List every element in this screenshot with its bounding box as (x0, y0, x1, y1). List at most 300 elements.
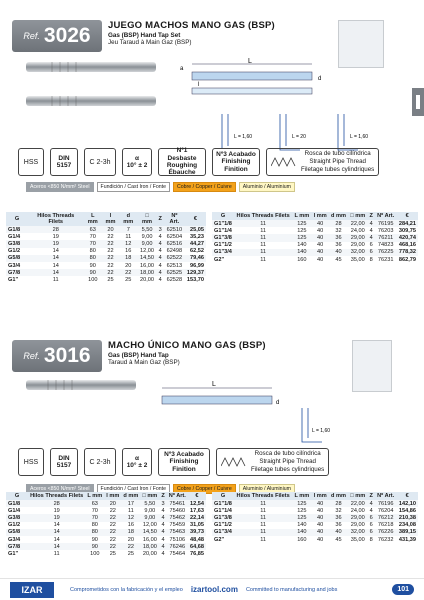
table-cell: 40 (317, 242, 324, 249)
table-cell: 20 (127, 536, 134, 543)
table-cell: 17 (121, 500, 140, 507)
table-cell: 9,00 (144, 507, 156, 514)
table-cell: 6 (367, 514, 375, 521)
column-header: l mm (311, 492, 328, 500)
table-cell: 6 (367, 529, 375, 536)
table-cell: 28 (28, 226, 84, 233)
table-cell: 75460 (169, 507, 186, 514)
ref-badge (12, 20, 102, 52)
product-subtitle-en: Gas (BSP) Hand Tap Set (108, 32, 181, 39)
table-cell: 24,00 (350, 507, 365, 514)
table-cell: 4 (161, 550, 165, 557)
thread-fr: Filetage tubes cylindriques (251, 465, 325, 473)
table-cell: 28 (329, 220, 348, 227)
rake-angle-box: α 10° ± 2 (122, 148, 152, 176)
table-cell: 4 (367, 234, 375, 241)
column-header: G (6, 212, 28, 226)
column-header: L mm (85, 492, 104, 500)
table-cell: 90 (91, 536, 98, 543)
column-header: □ mm (348, 212, 367, 220)
table-cell: 76231 (377, 256, 394, 263)
table-cell: 468,16 (398, 242, 416, 249)
table-row (212, 242, 418, 249)
n3-finishing-box: Nº3 Acabado Finishing Finition (158, 448, 210, 476)
table-cell: 4 (369, 507, 373, 514)
hss-box: HSS (18, 148, 44, 176)
table-cell: 39,73 (188, 529, 206, 536)
table-cell: 4 (161, 536, 165, 543)
table-row (6, 536, 206, 543)
table-row (6, 276, 206, 283)
table-cell: 80 (85, 529, 104, 536)
column-header: L mm (84, 212, 103, 226)
table-3026-left (6, 212, 206, 284)
table-cell: 62513 (166, 262, 183, 269)
thread-profile-icon (271, 152, 297, 172)
ref-number: 3026 (43, 24, 91, 47)
table-cell: 14,50 (138, 255, 157, 262)
table-cell: 14 (53, 536, 60, 543)
table-3016-left (6, 492, 206, 558)
table-cell: 80 (84, 255, 103, 262)
table-cell: 862,79 (398, 256, 416, 263)
table-cell: 4 (367, 500, 375, 507)
table-cell: 36 (329, 234, 348, 241)
table-cell: 9,00 (140, 514, 159, 521)
table-cell: G1" (8, 276, 19, 283)
table-cell: 140 (292, 529, 311, 536)
table-cell: 76196 (375, 500, 396, 507)
table-cell: 14 (28, 543, 85, 550)
table-cell: 140 (292, 249, 311, 256)
table-cell: 76246 (167, 543, 188, 550)
table-cell: 6 (369, 522, 373, 529)
table-cell: 7 (119, 226, 138, 233)
table-cell: 25,05 (185, 226, 206, 233)
table-cell: 8 (369, 536, 373, 543)
section-header-3016 (12, 340, 266, 372)
table-cell: 18,00 (138, 269, 157, 276)
table-cell: 9,00 (138, 240, 157, 247)
table-cell: 3 (156, 226, 163, 233)
table-cell: G2" (214, 256, 225, 263)
table-cell: 28 (28, 500, 85, 507)
table-cell: G1"1/4 (214, 227, 232, 234)
thread-es: Rosca de tubo cilíndrica (304, 150, 371, 158)
table-row (212, 514, 418, 521)
table-cell: 284,21 (396, 220, 418, 227)
table-cell: 12,00 (140, 248, 155, 255)
column-header: Z (159, 492, 166, 500)
table-cell: 35,23 (190, 233, 204, 240)
table-cell: 4 (156, 255, 163, 262)
table-cell: 80 (91, 522, 98, 529)
table-cell: 36 (335, 242, 342, 249)
table-cell: 25 (127, 550, 134, 557)
thread-type-box (266, 148, 379, 176)
table-cell: 22 (109, 522, 116, 529)
table-row (212, 522, 418, 529)
svg-text:L = 1,60: L = 1,60 (312, 428, 331, 434)
material-cast-iron: Fundición / Cast Iron / Fonte (97, 182, 170, 192)
table-cell: 18,00 (140, 543, 159, 550)
table-cell: 20 (102, 226, 119, 233)
table-cell: G1/4 (8, 507, 21, 514)
table-row (6, 514, 206, 521)
table-cell: 40 (311, 249, 328, 256)
table-row (6, 233, 206, 240)
table-cell: 25 (125, 276, 132, 283)
table-cell: 75463 (167, 529, 188, 536)
table-cell: 4 (158, 262, 162, 269)
table-cell: 40 (317, 256, 324, 263)
ref-label: Ref. (23, 31, 40, 41)
table-cell: 125 (292, 234, 311, 241)
table-cell: 14 (52, 262, 59, 269)
n1-roughing-box: Nº1 Desbaste Roughing Ébauche (158, 148, 206, 176)
table-cell: 40 (329, 249, 348, 256)
table-cell: 12,54 (188, 500, 206, 507)
table-3026-right (212, 212, 418, 263)
product-title: MACHO ÚNICO MANO GAS (BSP) (108, 340, 266, 351)
table-cell: 75106 (169, 536, 186, 543)
table-cell: 11 (234, 514, 292, 521)
spec-row-3026 (18, 148, 379, 176)
svg-text:l: l (198, 82, 200, 88)
table-cell: 40 (317, 522, 324, 529)
table-cell: 11 (260, 242, 267, 249)
table-cell: 31,05 (190, 522, 204, 529)
table-cell: 40 (317, 507, 324, 514)
table-cell: 14,50 (140, 529, 159, 536)
table-cell: 4 (159, 543, 166, 550)
table-cell: 431,39 (398, 536, 416, 543)
table-cell: 160 (297, 536, 307, 543)
table-cell: 19 (28, 240, 84, 247)
table-cell: 20 (104, 500, 121, 507)
table-cell: 29,00 (348, 234, 367, 241)
table-cell: 48,48 (190, 536, 204, 543)
table-cell: G3/8 (6, 240, 28, 247)
table-cell: 40 (317, 227, 324, 234)
table-cell: 70 (84, 240, 103, 247)
side-index-tab (412, 88, 424, 116)
table-cell: 28 (329, 500, 348, 507)
table-cell: G1"1/2 (214, 242, 232, 249)
table-cell: 12 (119, 240, 138, 247)
table-cell: 18 (121, 529, 140, 536)
column-header: l mm (102, 212, 119, 226)
table-cell: 40 (311, 529, 328, 536)
table-cell: 22 (104, 543, 121, 550)
table-cell: 76218 (377, 522, 394, 529)
table-cell: G3/4 (8, 262, 21, 269)
table-cell: 4 (159, 514, 166, 521)
table-cell: 75462 (167, 514, 188, 521)
table-cell: 76226 (375, 529, 396, 536)
table-cell: 29,00 (350, 242, 365, 249)
product-subtitle-en: Gas (BSP) Hand Tap (108, 352, 169, 359)
table-cell: 22 (121, 543, 140, 550)
table-cell: G1/8 (6, 500, 28, 507)
table-cell: 125 (292, 220, 311, 227)
table-cell: 22 (107, 233, 114, 240)
table-cell: 11 (260, 507, 267, 514)
table-row (6, 500, 206, 507)
table-cell: 22,00 (348, 500, 367, 507)
tap-set-drawing (12, 58, 412, 154)
column-header: □ mm (348, 492, 367, 500)
table-cell: 35,00 (350, 256, 365, 263)
table-cell: G3/8 (6, 514, 28, 521)
table-cell: 8 (369, 256, 373, 263)
material-steel: Aceros <850 N/mm² Steel (26, 182, 94, 192)
table-cell: 4 (158, 233, 162, 240)
table-row (6, 240, 206, 247)
footer-url[interactable]: izartool.com (190, 585, 238, 594)
table-cell: 22,00 (348, 220, 367, 227)
hss-box: HSS (18, 448, 44, 476)
table-cell: 6 (369, 242, 373, 249)
footer-slogan-en: Committed to manufacturing and jobs (245, 586, 338, 593)
table-cell: 17,63 (190, 507, 204, 514)
section-header-3026 (12, 20, 275, 52)
column-header: Z (367, 492, 375, 500)
table-cell: 22 (109, 536, 116, 543)
table-cell: 29,00 (348, 514, 367, 521)
table-cell: 70 (85, 514, 104, 521)
table-cell: G1/4 (8, 233, 21, 240)
table-cell: 40 (317, 536, 324, 543)
table-row (6, 226, 206, 233)
table-cell: 140 (297, 242, 307, 249)
table-cell: 309,75 (398, 227, 416, 234)
table-row (212, 227, 418, 234)
table-cell: 4 (156, 269, 163, 276)
table-row (6, 522, 206, 529)
table-cell: G1"3/8 (212, 234, 234, 241)
table-cell: G1"3/4 (212, 529, 234, 536)
table-cell: 125 (292, 514, 311, 521)
table-cell: 125 (292, 500, 311, 507)
table-cell: 32 (335, 507, 342, 514)
product-subtitle-fr: Taraud à Main Gaz (BSP) (108, 359, 180, 366)
table-cell: 62498 (166, 248, 183, 255)
table-cell: 11 (260, 522, 267, 529)
table-cell: 80 (89, 248, 96, 255)
table-cell: 14 (28, 269, 84, 276)
table-row (6, 269, 206, 276)
table-cell: 234,08 (398, 522, 416, 529)
table-cell: 76,85 (190, 550, 204, 557)
table-cell: 778,32 (396, 249, 418, 256)
table-cell: 76203 (377, 227, 394, 234)
table-cell: 11 (260, 256, 267, 263)
table-cell: 36 (329, 514, 348, 521)
spec-row-3016 (18, 448, 329, 476)
table-cell: 14 (28, 255, 84, 262)
table-cell: 4 (158, 276, 162, 283)
table-cell: G7/8 (6, 269, 28, 276)
ref-number: 3016 (43, 344, 91, 367)
page-footer (0, 578, 424, 600)
table-cell: 11 (234, 249, 292, 256)
din-box: DIN 5157 (50, 448, 78, 476)
table-cell: 75461 (167, 500, 188, 507)
table-row (212, 536, 418, 543)
table-cell: 11 (234, 220, 292, 227)
table-3016-right (212, 492, 418, 543)
table-cell: 22 (107, 248, 114, 255)
table-row (6, 529, 206, 536)
table-cell: 16,00 (142, 536, 157, 543)
table-cell: 16,00 (140, 262, 155, 269)
table-cell: 140 (297, 522, 307, 529)
material-cast-iron: Fundición / Cast Iron / Fonte (97, 484, 170, 494)
table-cell: 90 (85, 543, 104, 550)
table-cell: 3 (159, 500, 166, 507)
table-cell: 96,99 (190, 262, 204, 269)
thread-en: Straight Pipe Thread (259, 458, 316, 466)
table-cell: 154,86 (398, 507, 416, 514)
column-header: G (212, 212, 234, 220)
table-cell: 62522 (164, 255, 185, 262)
table-cell: 4 (369, 227, 373, 234)
table-cell: 40 (311, 234, 328, 241)
table-cell: G5/8 (6, 255, 28, 262)
column-header: d mm (121, 492, 140, 500)
table-cell: 64,68 (188, 543, 206, 550)
column-header: Hilos Threads Filets (234, 492, 292, 500)
table-cell: G1"1/8 (212, 500, 234, 507)
tap-drawing (12, 374, 342, 446)
table-cell: 4 (159, 529, 166, 536)
table-cell: 125 (297, 507, 307, 514)
table-cell: 63 (84, 226, 103, 233)
table-cell: G1"3/4 (212, 249, 234, 256)
thread-profile-icon (221, 452, 247, 472)
svg-text:L = 20: L = 20 (292, 134, 306, 140)
column-header: € (185, 212, 206, 226)
material-copper: Cobre / Copper / Cuivre (173, 484, 236, 494)
table-row (212, 256, 418, 263)
table-row (212, 249, 418, 256)
table-cell: G1" (8, 550, 19, 557)
table-cell: 62525 (164, 269, 185, 276)
material-steel: Aceros <850 N/mm² Steel (26, 484, 94, 494)
table-cell: 22 (104, 514, 121, 521)
table-cell: 40 (311, 220, 328, 227)
table-cell: 76225 (375, 249, 396, 256)
table-cell: 14 (52, 248, 59, 255)
column-header: Hilos Threads Filets (28, 492, 85, 500)
table-cell: 11 (234, 529, 292, 536)
table-cell: 40 (311, 514, 328, 521)
table-row (6, 507, 206, 514)
table-cell: 11 (234, 500, 292, 507)
table-cell: 24,00 (350, 227, 365, 234)
table-cell: 11 (127, 507, 134, 514)
material-aluminium: Aluminio / Aluminium (239, 182, 295, 192)
table-cell: 70 (91, 507, 98, 514)
column-header: L mm (292, 492, 311, 500)
svg-text:L = 1,60: L = 1,60 (350, 134, 369, 140)
table-cell: 32 (335, 227, 342, 234)
column-header: □ mm (140, 492, 159, 500)
table-cell: 62510 (164, 226, 185, 233)
svg-text:d: d (276, 400, 280, 406)
table-cell: 142,10 (396, 500, 418, 507)
column-header: Z (156, 212, 163, 226)
table-row (6, 262, 206, 269)
chamfer-box: C 2-3h (84, 448, 116, 476)
table-cell: 62516 (164, 240, 185, 247)
table-row (6, 248, 206, 255)
table-cell: 90 (89, 262, 96, 269)
table-cell: 125 (297, 227, 307, 234)
table-cell: 16 (127, 522, 134, 529)
table-cell: 32,00 (348, 529, 367, 536)
table-cell: 22 (102, 255, 119, 262)
column-header: Hilos Threads Filets (28, 212, 84, 226)
table-cell: 19 (28, 514, 85, 521)
table-cell: 6 (367, 249, 375, 256)
column-header: € (396, 212, 418, 220)
table-cell: G1"1/8 (212, 220, 234, 227)
table-cell: 5,50 (138, 226, 157, 233)
table-cell: 210,38 (396, 514, 418, 521)
table-cell: 20,00 (142, 550, 157, 557)
table-cell: 22 (109, 507, 116, 514)
table-cell: G1"1/2 (214, 522, 232, 529)
table-cell: 22 (119, 269, 138, 276)
table-cell: 12 (121, 514, 140, 521)
table-cell: 35,00 (350, 536, 365, 543)
table-cell: 14 (28, 529, 85, 536)
table-cell: 40 (329, 529, 348, 536)
column-header: Nº Art. (375, 212, 396, 220)
table-cell: G3/4 (8, 536, 21, 543)
table-cell: 153,70 (186, 276, 204, 283)
table-cell: 22,14 (188, 514, 206, 521)
table-cell: 76195 (375, 220, 396, 227)
table-cell: 9,00 (141, 233, 153, 240)
table-cell: 11 (125, 233, 132, 240)
page-number: 101 (392, 584, 414, 595)
table-cell: G1"1/4 (214, 507, 232, 514)
column-header: d mm (329, 492, 348, 500)
table-cell: 420,74 (396, 234, 418, 241)
table-cell: 4 (161, 522, 165, 529)
table-cell: 75464 (169, 550, 186, 557)
table-cell: G5/8 (6, 529, 28, 536)
material-aluminium: Aluminio / Aluminium (239, 484, 295, 494)
thread-en: Straight Pipe Thread (309, 158, 366, 166)
column-header: Hilos Threads Filets (234, 212, 292, 220)
table-row (212, 529, 418, 536)
svg-text:a: a (180, 66, 184, 72)
table-cell: 45 (335, 536, 342, 543)
table-row (6, 550, 206, 557)
thread-fr: Filetage tubes cylindriques (301, 165, 375, 173)
table-cell: 79,46 (185, 255, 206, 262)
column-header: d mm (329, 212, 348, 220)
table-cell: G7/8 (6, 543, 28, 550)
table-cell: 62,52 (190, 248, 204, 255)
thread-type-box (216, 448, 329, 476)
materials-row-3026 (26, 182, 295, 192)
table-cell: G1"3/8 (212, 514, 234, 521)
